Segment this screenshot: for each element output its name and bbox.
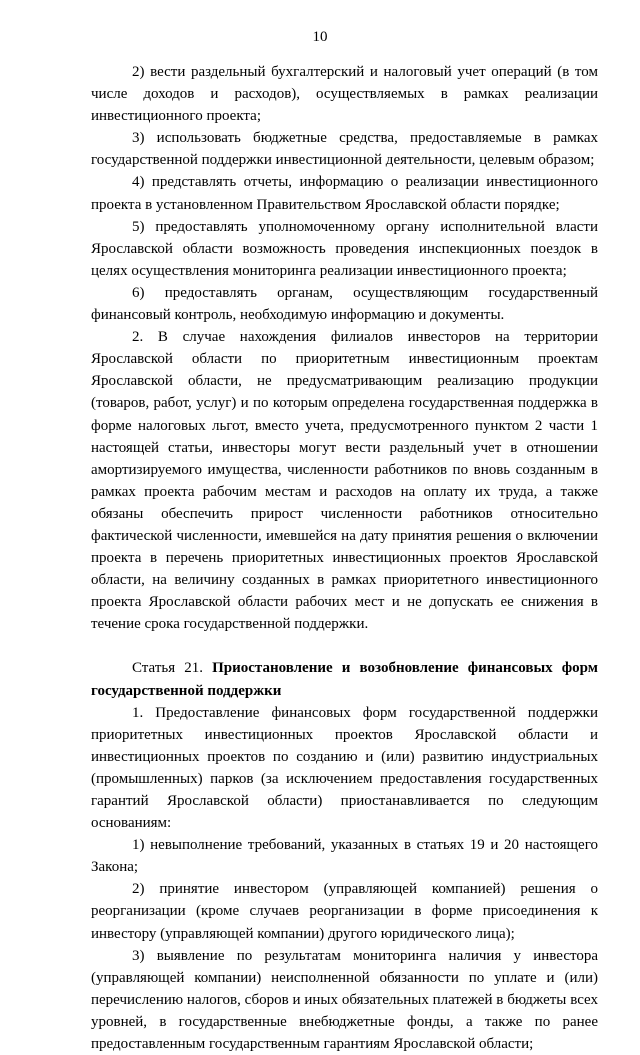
paragraph-ground-2: 2) принятие инвестором (управляющей компанией) решения о реорганизации (кроме случаев реорганизации в форме присоединения к инвестору (управляющей компании) другого юридического лица); [91,881,598,942]
paragraph-item-6: 6) предоставлять органам, осуществляющим государственный финансовый контроль, необходимую информацию и документы. [91,284,598,324]
paragraph-item-4: 4) представлять отчеты, информацию о реализации инвестиционного проекта в установленном Правительством Ярославской области порядке; [91,174,598,213]
paragraph-part-1: 1. Предоставление финансовых форм государственной поддержки приоритетных инвестиционных проектов Ярославской области и инвестиционных проектов по созданию и (или) развитию индустриальных (промышленных) парков (за исключением предоставления государственных гарантий Ярославской области) приостанавливается по следующим основаниям: [91,704,598,832]
document-body [91,61,598,1055]
paragraph-item-3: 3) использовать бюджетные средства, предоставляемые в рамках государственной поддержки инвестиционной деятельности, целевым образом; [91,130,598,169]
page-number: 10 [312,29,328,45]
paragraph-item-5: 5) предоставлять уполномоченному органу исполнительной власти Ярославской области возможность проведения инспекционных поездок в целях осуществления мониторинга реализации инвестиционного проекта; [91,218,598,279]
article-title: Приостановление и возобновление финансовых форм государственной поддержки [91,660,598,699]
paragraph-item-2: 2) вести раздельный бухгалтерский и налоговый учет операций (в том числе доходов и расходов), осуществляемых в рамках реализации инвестиционного проекта; [91,64,598,125]
article-label: Статья 21. [132,660,213,677]
paragraph-ground-3: 3) выявление по результатам мониторинга наличия у инвестора (управляющей компании) неисполненной обязанности по уплате и (или) перечислению налогов, сборов и иных обязательных платежей в бюджеты всех уровней, в государственные внебюджетные фонды, а также по ранее предоставленным государственным гарантиям Ярославской области; [91,947,598,1053]
paragraph-ground-1: 1) невыполнение требований, указанных в статьях 19 и 20 настоящего Закона; [91,837,598,876]
article-heading [91,657,598,701]
paragraph-part-2: 2. В случае нахождения филиалов инвесторов на территории Ярославской области по приоритетным инвестиционным проектам Ярославской области, не предусматривающим реализацию продукции (товаров, работ, услуг) и по которым определена государственная поддержка в форме налоговых льгот, вместо учета, предусмотренного пунктом 2 части 1 настоящей статьи, инвесторы могут вести раздельный учет в отношении амортизируемого имущества, численности работников по вновь созданным в рамках проекта рабочим местам и расходов на оплату их труда, а также обязаны обеспечить прирост численности работников относительно фактической численности, имевшейся на дату принятия решения о включении проекта в перечень приоритетных инвестиционных проектов Ярославской области, на величину созданных в рамках приоритетного инвестиционного проекта Ярославской области рабочих мест и не допускать ее снижения в течение срока государственной поддержки. [91,329,598,633]
